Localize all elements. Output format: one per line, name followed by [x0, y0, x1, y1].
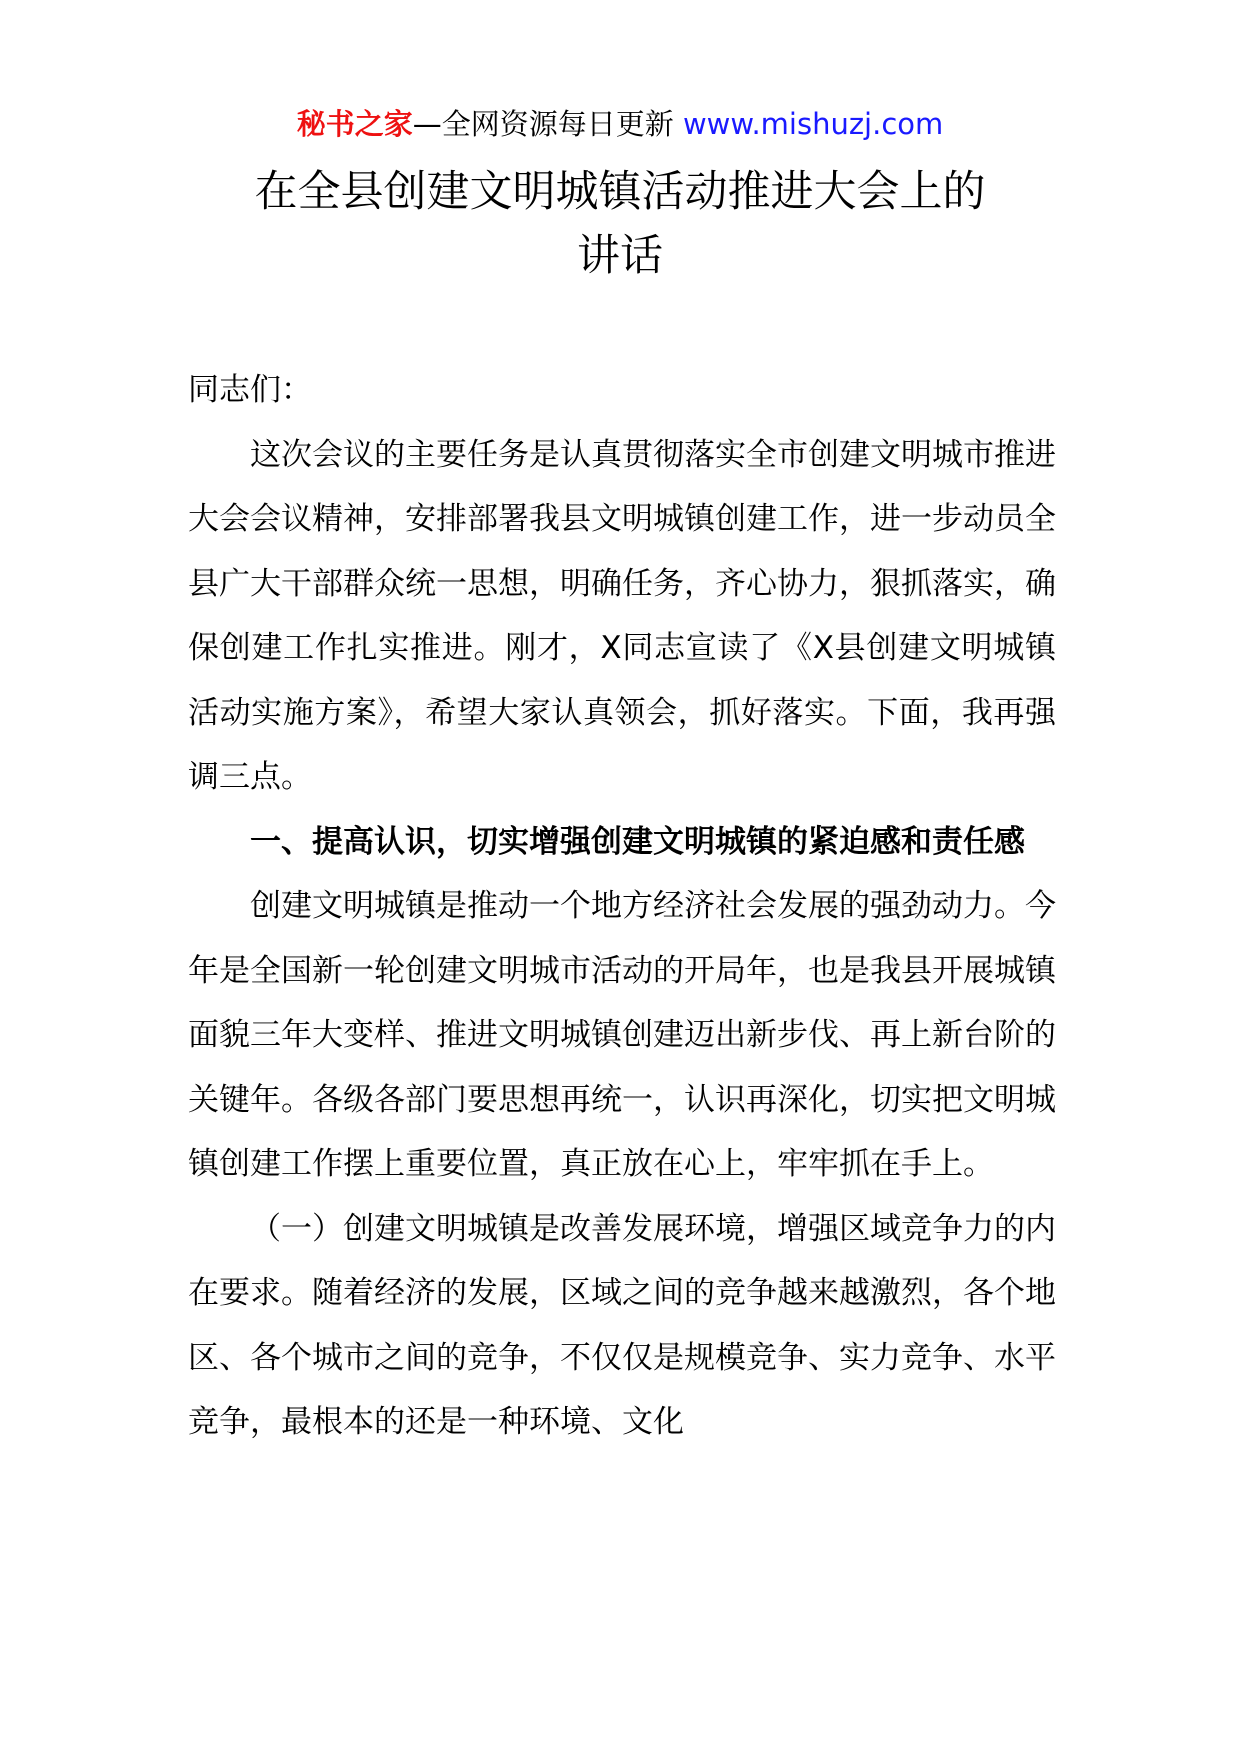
section-heading-1: 一、提高认识，切实增强创建文明城镇的紧迫感和责任感 — [250, 823, 1025, 860]
paragraph-section-1: 创建文明城镇是推动一个地方经济社会发展的强劲动力。今年是全国新一轮创建文明城市活动的开局年，也是我县开展城镇面貌三年大变样、推进文明城镇创建迈出新步伐、再上新台阶的关键年。各级各部门要思想再统一，认识再深化，切实把文明城镇创建工作摆上重要位置，真正放在心上，牢牢抓在手上。 — [188, 888, 1056, 1182]
site-header — [0, 104, 1240, 144]
site-url-link[interactable]: www.mishuzj.com — [682, 107, 944, 141]
title-line-2: 讲话 — [577, 231, 663, 281]
document-title — [160, 160, 1080, 288]
header-slogan: —全网资源每日更新 — [412, 107, 683, 141]
title-line-1: 在全县创建文明城镇活动推进大会上的 — [254, 167, 986, 217]
document-body — [188, 358, 1056, 1455]
brand-name: 秘书之家 — [296, 107, 413, 141]
paragraph-intro: 这次会议的主要任务是认真贯彻落实全市创建文明城市推进大会会议精神，安排部署我县文明城镇创建工作，进一步动员全县广大干部群众统一思想，明确任务，齐心协力，狠抓落实，确保创建工作扎实推进。刚才，X同志宣读了《X县创建文明城镇活动实施方案》，希望大家认真领会，抓好落实。下面，我再强调三点。 — [188, 436, 1056, 795]
paragraph-subsection-1: （一）创建文明城镇是改善发展环境，增强区域竞争力的内在要求。随着经济的发展，区域之间的竞争越来越激烈，各个地区、各个城市之间的竞争，不仅仅是规模竞争、实力竞争、水平竞争，最根本的还是一种环境、文化 — [188, 1210, 1056, 1440]
salutation: 同志们： — [188, 372, 312, 408]
